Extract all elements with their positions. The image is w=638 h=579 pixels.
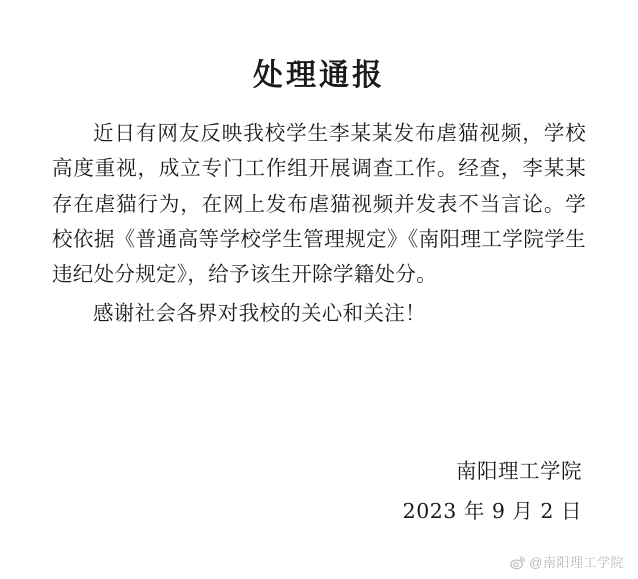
signature-date: 2023 年 9 月 2 日 [402,498,582,523]
document-body [52,116,586,332]
page-title: 处理通报 [253,58,385,93]
signature-organization: 南阳理工学院 [456,459,582,483]
paragraph-2: 感谢社会各界对我校的关心和关注！ [93,301,426,326]
paragraph-1: 近日有网友反映我校学生李某某发布虐猫视频，学校高度重视，成立专门工作组开展调查工作。经查，李某某存在虐猫行为，在网上发布虐猫视频并发表不当言论。学校依据《普通高等学校学生管理规定》《南阳理工学院学生违纪处分规定》，给予该生开除学籍处分。 [52,121,586,286]
watermark [510,552,624,571]
watermark-label: @南阳理工学院 [529,555,624,570]
weibo-icon [510,555,525,570]
signature-block [322,452,582,532]
